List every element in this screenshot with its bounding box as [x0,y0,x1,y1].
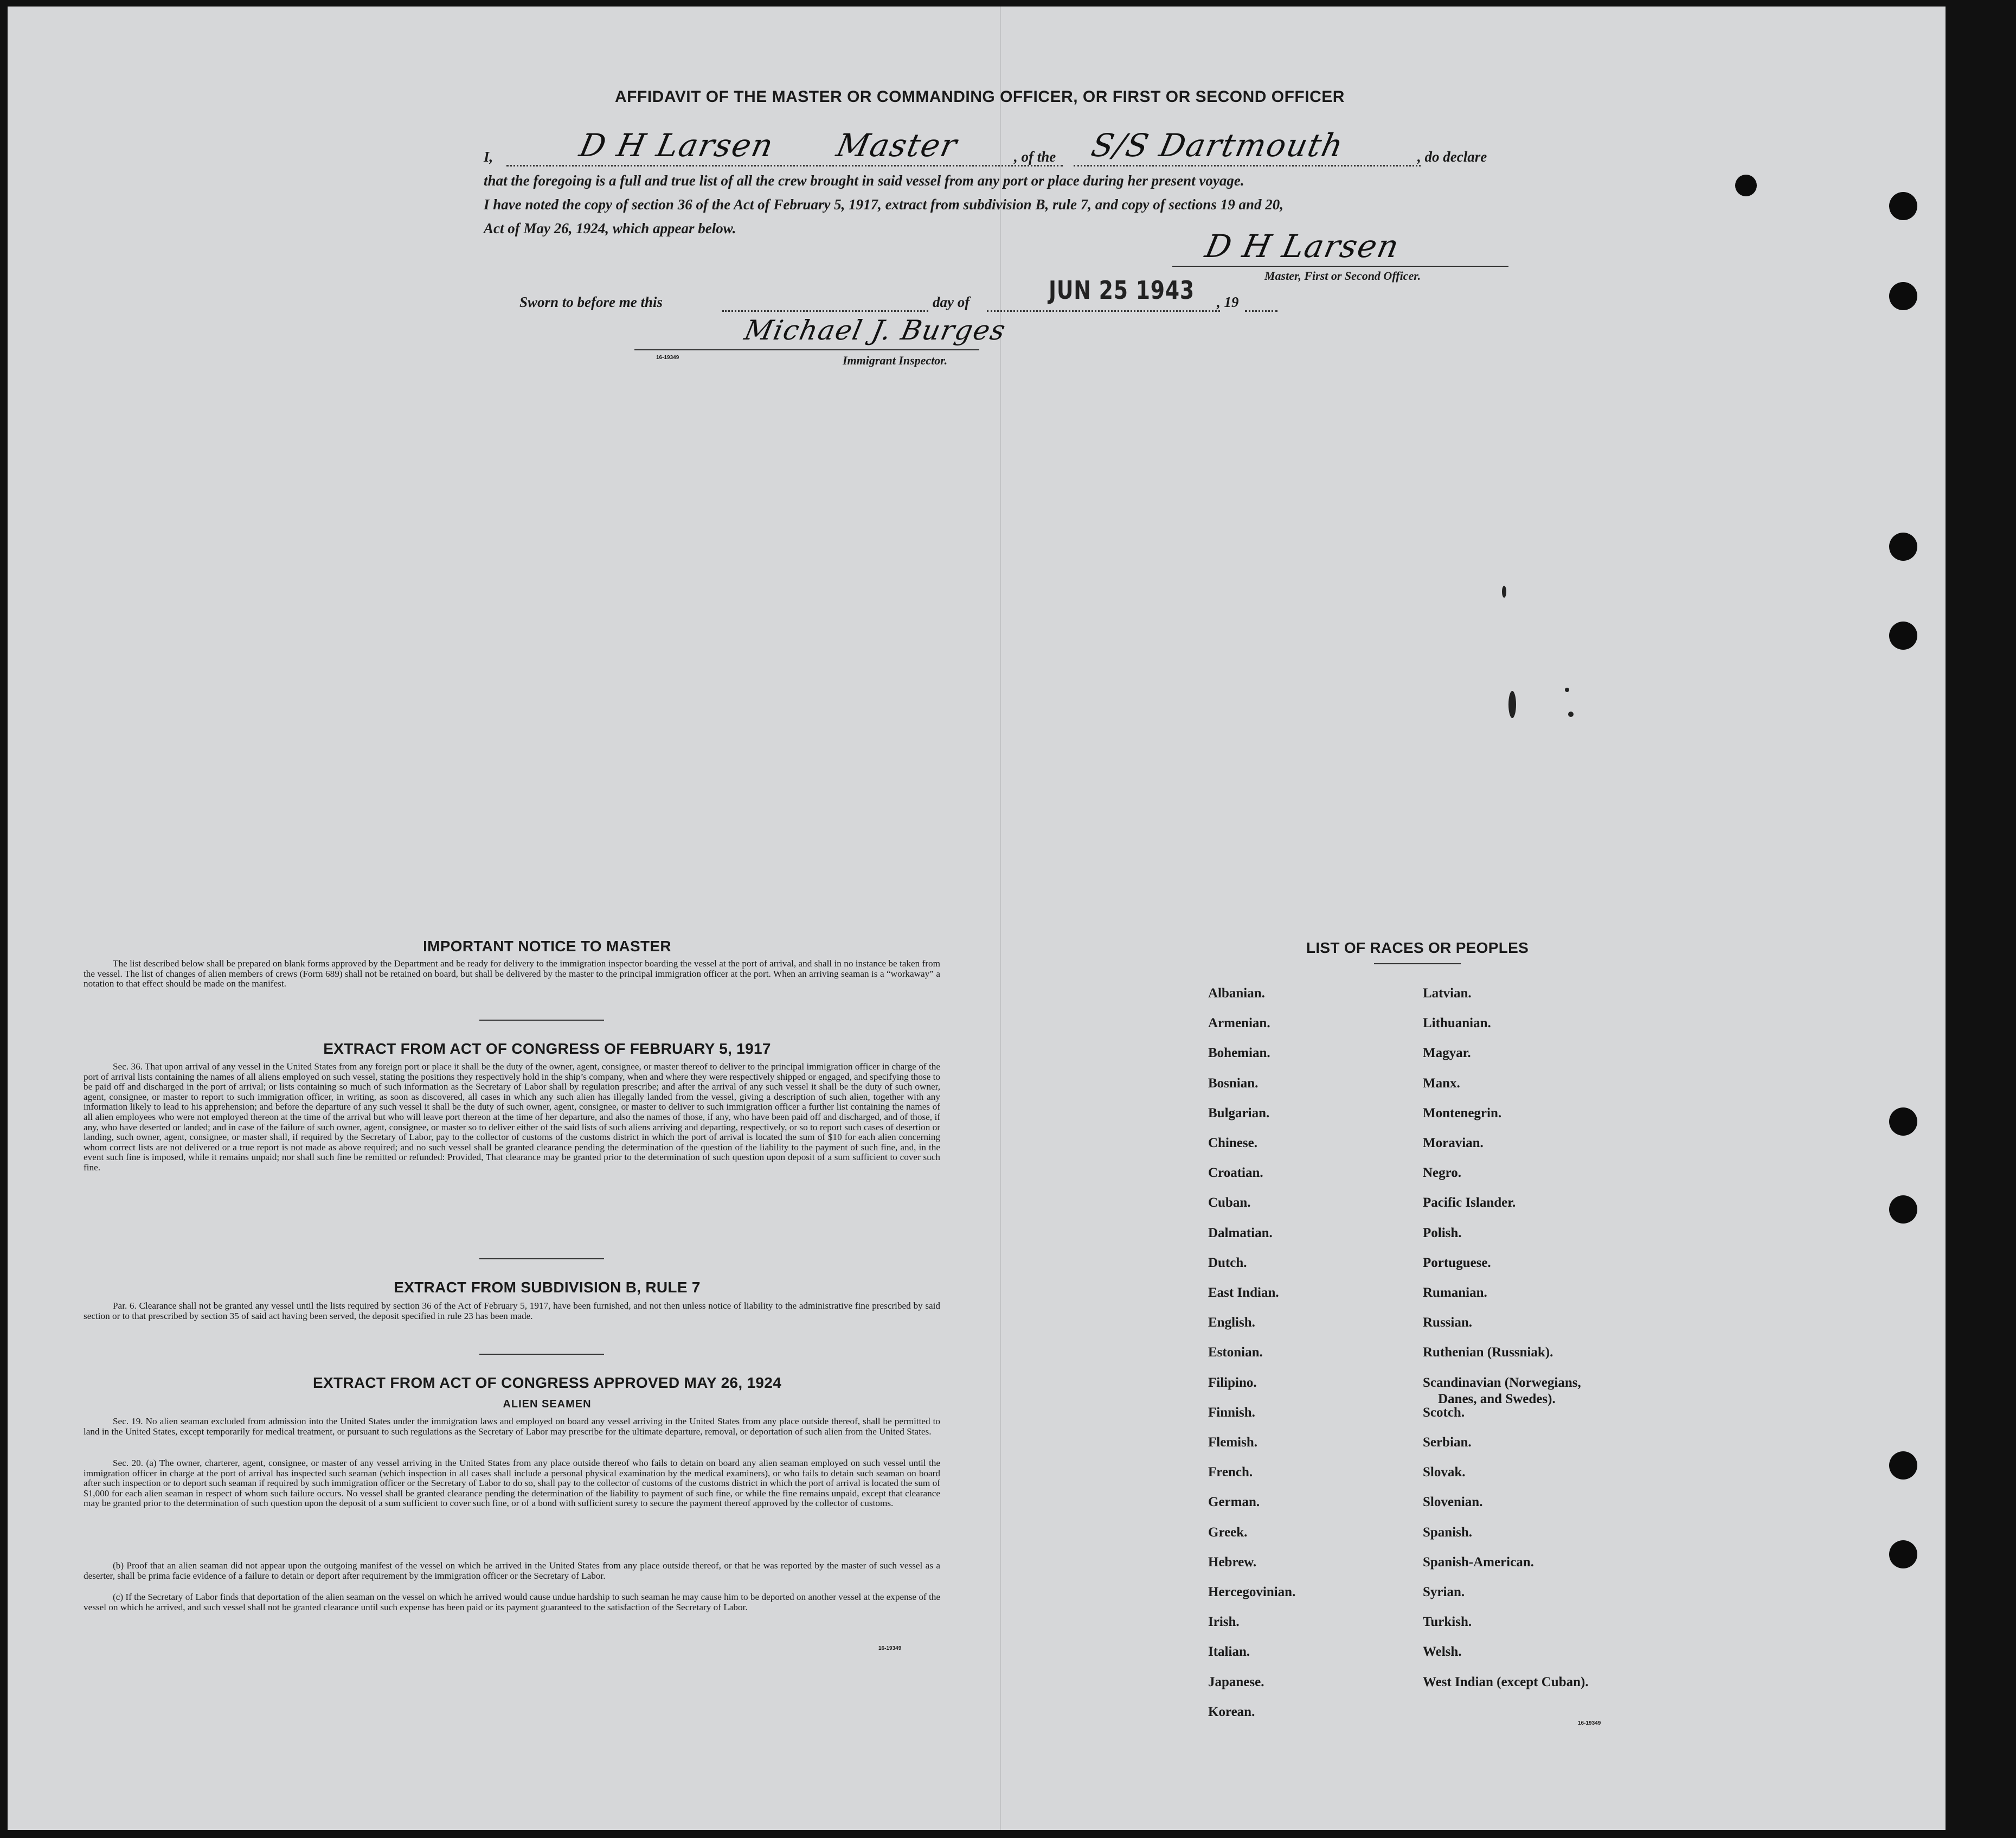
race-item: Turkish. [1423,1615,1472,1630]
page-fold [1000,7,1001,1830]
inspector-caption: Immigrant Inspector. [843,354,948,367]
notice-heading: IMPORTANT NOTICE TO MASTER [423,938,671,955]
affidavit-title: AFFIDAVIT OF THE MASTER OR COMMANDING OFFICER, OR FIRST OR SECOND OFFICER [615,88,1345,106]
punch-hole [1889,282,1917,310]
act-1924-sec-20c: (c) If the Secretary of Labor finds that deportation of the alien seaman on the vessel on which he arrived would cause undue hardship to such seaman he may cause him to be deported on another vessel at the expense of the vessel on which he arrived, and such vessel shall not be granted clearance until such expense has been paid or its payment guaranteed to the satisfaction of the Secretary of Labor. [84,1592,940,1612]
race-item: Filipino. [1208,1375,1257,1390]
sworn-day-line [722,310,928,312]
vessel-name: S/S Dartmouth [1088,127,1347,164]
race-item: Serbian. [1423,1435,1472,1450]
race-item: Hercegovinian. [1208,1585,1296,1599]
race-item: Japanese. [1208,1674,1264,1689]
day-of-label: day of [933,294,970,310]
declarant-title: Master [833,127,961,164]
race-item: Negro. [1423,1165,1462,1181]
inspector-signature: Michael J. Burges [741,315,1009,346]
race-item: East Indian. [1208,1285,1279,1300]
race-item: Croatian. [1208,1165,1263,1181]
act-1924-heading: EXTRACT FROM ACT OF CONGRESS APPROVED MAY 26, 1924 [313,1374,781,1391]
race-item: Bulgarian. [1208,1105,1270,1120]
of-the-label: , of the [1014,149,1056,165]
race-item: Latvian. [1423,986,1472,1001]
races-heading: LIST OF RACES OR PEOPLES [1306,939,1529,956]
declarant-line [506,165,1063,166]
race-item: French. [1208,1465,1253,1480]
form-number: 16-19349 [878,1645,902,1651]
sworn-label: Sworn to before me this [519,294,663,310]
race-item: Slovenian. [1423,1495,1483,1510]
ink-speck [1508,691,1516,718]
punch-hole [1889,1540,1917,1568]
inspector-signature-line [634,349,979,350]
section-divider [479,1258,604,1259]
race-item: Armenian. [1208,1016,1270,1031]
race-item: Greek. [1208,1525,1248,1540]
race-item: Welsh. [1423,1644,1462,1660]
race-item: Cuban. [1208,1195,1251,1211]
race-item: Syrian. [1423,1585,1465,1599]
race-item: Dalmatian. [1208,1225,1273,1240]
affidavit-line-3: I have noted the copy of section 36 of the Act of February 5, 1917, extract from subdivision B, rule 7, and copy of sections 19 and 20, [484,196,1283,213]
punch-hole [1889,1195,1917,1224]
race-item: Scotch. [1423,1405,1465,1420]
year-label: , 19 [1217,294,1239,310]
do-declare-label: , do declare [1417,149,1487,165]
i-label: I, [484,149,493,165]
race-item: German. [1208,1495,1260,1510]
declarant-name: D H Larsen [576,127,778,164]
alien-seamen-heading: ALIEN SEAMEN [503,1398,592,1410]
race-item: Lithuanian. [1423,1016,1491,1031]
race-item: Albanian. [1208,986,1265,1001]
race-item: Finnish. [1208,1405,1255,1420]
ink-speck [1565,688,1569,692]
form-number: 16-19349 [656,355,679,361]
race-item: Pacific Islander. [1423,1195,1516,1211]
race-item: Korean. [1208,1704,1255,1719]
section-divider [479,1020,604,1021]
race-item: West Indian (except Cuban). [1423,1674,1589,1689]
punch-hole [1735,175,1757,196]
races-divider [1374,963,1461,964]
sworn-month-line [987,310,1220,312]
race-item: Spanish. [1423,1525,1473,1540]
race-item: Flemish. [1208,1435,1257,1450]
act-1924-sec-20b: (b) Proof that an alien seaman did not appear upon the outgoing manifest of the vessel on which he arrived in the United States from any place outside thereof, or that he was reported by the master of such vessel as a deserter, shall be prima facie evidence of a failure to detain or deport after requirement by the immigration officer or the Secretary of Labor. [84,1560,940,1581]
form-number: 16-19349 [1578,1720,1601,1726]
race-item: Moravian. [1423,1136,1484,1150]
race-item: Bosnian. [1208,1075,1259,1091]
race-item: Irish. [1208,1615,1240,1630]
race-item: Scandinavian (Norwegians, [1423,1375,1581,1390]
rule-7-heading: EXTRACT FROM SUBDIVISION B, RULE 7 [394,1279,701,1296]
race-item: Danes, and Swedes). [1438,1391,1556,1406]
punch-hole [1889,192,1917,220]
race-item: Slovak. [1423,1465,1466,1480]
race-item: Montenegrin. [1423,1105,1502,1120]
race-item: English. [1208,1315,1255,1330]
punch-hole [1889,1107,1917,1136]
race-item: Chinese. [1208,1136,1257,1150]
sworn-year-line [1245,310,1277,312]
date-stamp: JUN 25 1943 [1049,276,1195,305]
rule-7-text: Par. 6. Clearance shall not be granted any vessel until the lists required by section 36 of the Act of February 5, 1917, have been furnished, and not then unless notice of liability to the administrative fine prescribed by said section or to that prescribed by section 35 of said act having been served, the deposit specified in rule 23 has been made. [84,1301,940,1321]
race-item: Manx. [1423,1075,1460,1091]
race-item: Dutch. [1208,1255,1247,1270]
ink-speck [1502,586,1506,598]
ink-speck [1568,712,1574,717]
punch-hole [1889,533,1917,561]
master-caption: Master, First or Second Officer. [1264,269,1421,283]
race-item: Rumanian. [1423,1285,1487,1300]
act-1924-sec-20a: Sec. 20. (a) The owner, charterer, agent, consignee, or master of any vessel arriving in the United States from any place outside thereof who fails to detain on board any alien seaman employed on such vessel until the immigration officer in charge at the port of arrival has inspected such seaman (which inspection in all cases shall include a personal physical examination by the medical examiners), or who fails to detain such seaman on board after such inspection or to deport such seaman if required by such immigration officer or the Secretary of Labor to do so, shall pay to the collector of customs of the customs district in which the port of arrival is located the sum of $1,000 for each alien seaman in respect of whom such failure occurs. No vessel shall be granted clearance pending the determination of the liability to payment of such fine, or while the fine remains unpaid, except that clearance may be granted prior to the determination of such question upon the deposit of a sum sufficient to cover such fine, or of a bond with sufficient surety to secure the payment thereof approved by the collector of customs. [84,1458,940,1509]
race-item: Estonian. [1208,1345,1263,1360]
vessel-line [1074,165,1421,166]
notice-text: The list described below shall be prepared on blank forms approved by the Department and be ready for delivery to the immigration inspector boarding the vessel at the port of arrival, and shall in no instance be taken from the vessel. The list of changes of alien members of crews (Form 689) shall not be retained on board, but shall be delivered by the master to the principal immigration officer at the port. When an arriving seaman is a “workaway” a notation to that effect should be made on the manifest. [84,958,940,989]
race-item: Ruthenian (Russniak). [1423,1345,1553,1360]
affidavit-line-4: Act of May 26, 1924, which appear below. [484,220,736,236]
act-1917-heading: EXTRACT FROM ACT OF CONGRESS OF FEBRUARY 5, 1917 [323,1040,771,1057]
punch-hole [1889,1451,1917,1480]
race-item: Portuguese. [1423,1255,1491,1270]
race-item: Hebrew. [1208,1554,1257,1570]
document-page [8,7,1946,1830]
race-item: Russian. [1423,1315,1473,1330]
punch-hole [1889,622,1917,650]
race-item: Polish. [1423,1225,1462,1240]
race-item: Bohemian. [1208,1046,1270,1061]
master-signature-line [1172,266,1508,267]
race-item: Magyar. [1423,1046,1471,1061]
affidavit-line-2: that the foregoing is a full and true list of all the crew brought in said vessel from any port or place during her present voyage. [484,172,1244,189]
act-1924-sec-19: Sec. 19. No alien seaman excluded from admission into the United States under the immigration laws and employed on board any vessel arriving in the United States from any place outside thereof, shall be permitted to land in the United States, except temporarily for medical treatment, or pursuant to such regulations as the Secretary of Labor may prescribe for the ultimate departure, removal, or deportation of such alien from the United States. [84,1416,940,1437]
section-divider [479,1354,604,1355]
master-signature: D H Larsen [1202,228,1403,265]
race-item: Italian. [1208,1644,1250,1660]
race-item: Spanish-American. [1423,1554,1534,1570]
act-1917-text: Sec. 36. That upon arrival of any vessel in the United States from any foreign port or place it shall be the duty of the owner, agent, consignee, or master thereof to deliver to the principal immigration officer in charge of the port of arrival lists containing the names of all aliens employed on such vessel, stating the positions they respectively hold in the ship’s company, when and where they were respectively shipped or engaged, and specifying those to be paid off and discharged in the port of arrival; or lists containing so much of such information as the Secretary of Labor shall by regulation prescribe; and after the arrival of any such vessel it shall be the duty of such owner, agent, consignee, or master to report to such immigration officer, in writing, as soon as discovered, all cases in which any such alien has illegally landed from the vessel, giving a description of such alien, together with any information likely to lead to his apprehension; and before the departure of any such vessel it shall be the duty of such owner, agent, consignee, or master to deliver to such immigration officer a further list containing the names of all alien employees who were not employed thereon at the time of the arrival but who will leave port thereon at the time of her departure, and also the names of those, if any, who have been paid off and discharged, and of those, if any, who have deserted or landed; and in case of the failure of such owner, agent, consignee, or master so to deliver either of the said lists of such aliens arriving and departing, respectively, or so to report such cases of desertion or landing, such owner, agent, consignee, or master shall, if required by the Secretary of Labor, pay to the collector of customs of the customs district in which the port of arrival is located the sum of $10 for each alien concerning whom correct lists are not delivered or a true report is not made as above required; and no such vessel shall be granted clearance pending the determination of the question of the liability to the payment of such fine, and, in the event such fine is imposed, while it remains unpaid; nor shall such fine be remitted or refunded: Provided, That clearance may be granted prior to the determination of such question upon deposit of a sum sufficient to cover such fine. [84,1061,940,1173]
